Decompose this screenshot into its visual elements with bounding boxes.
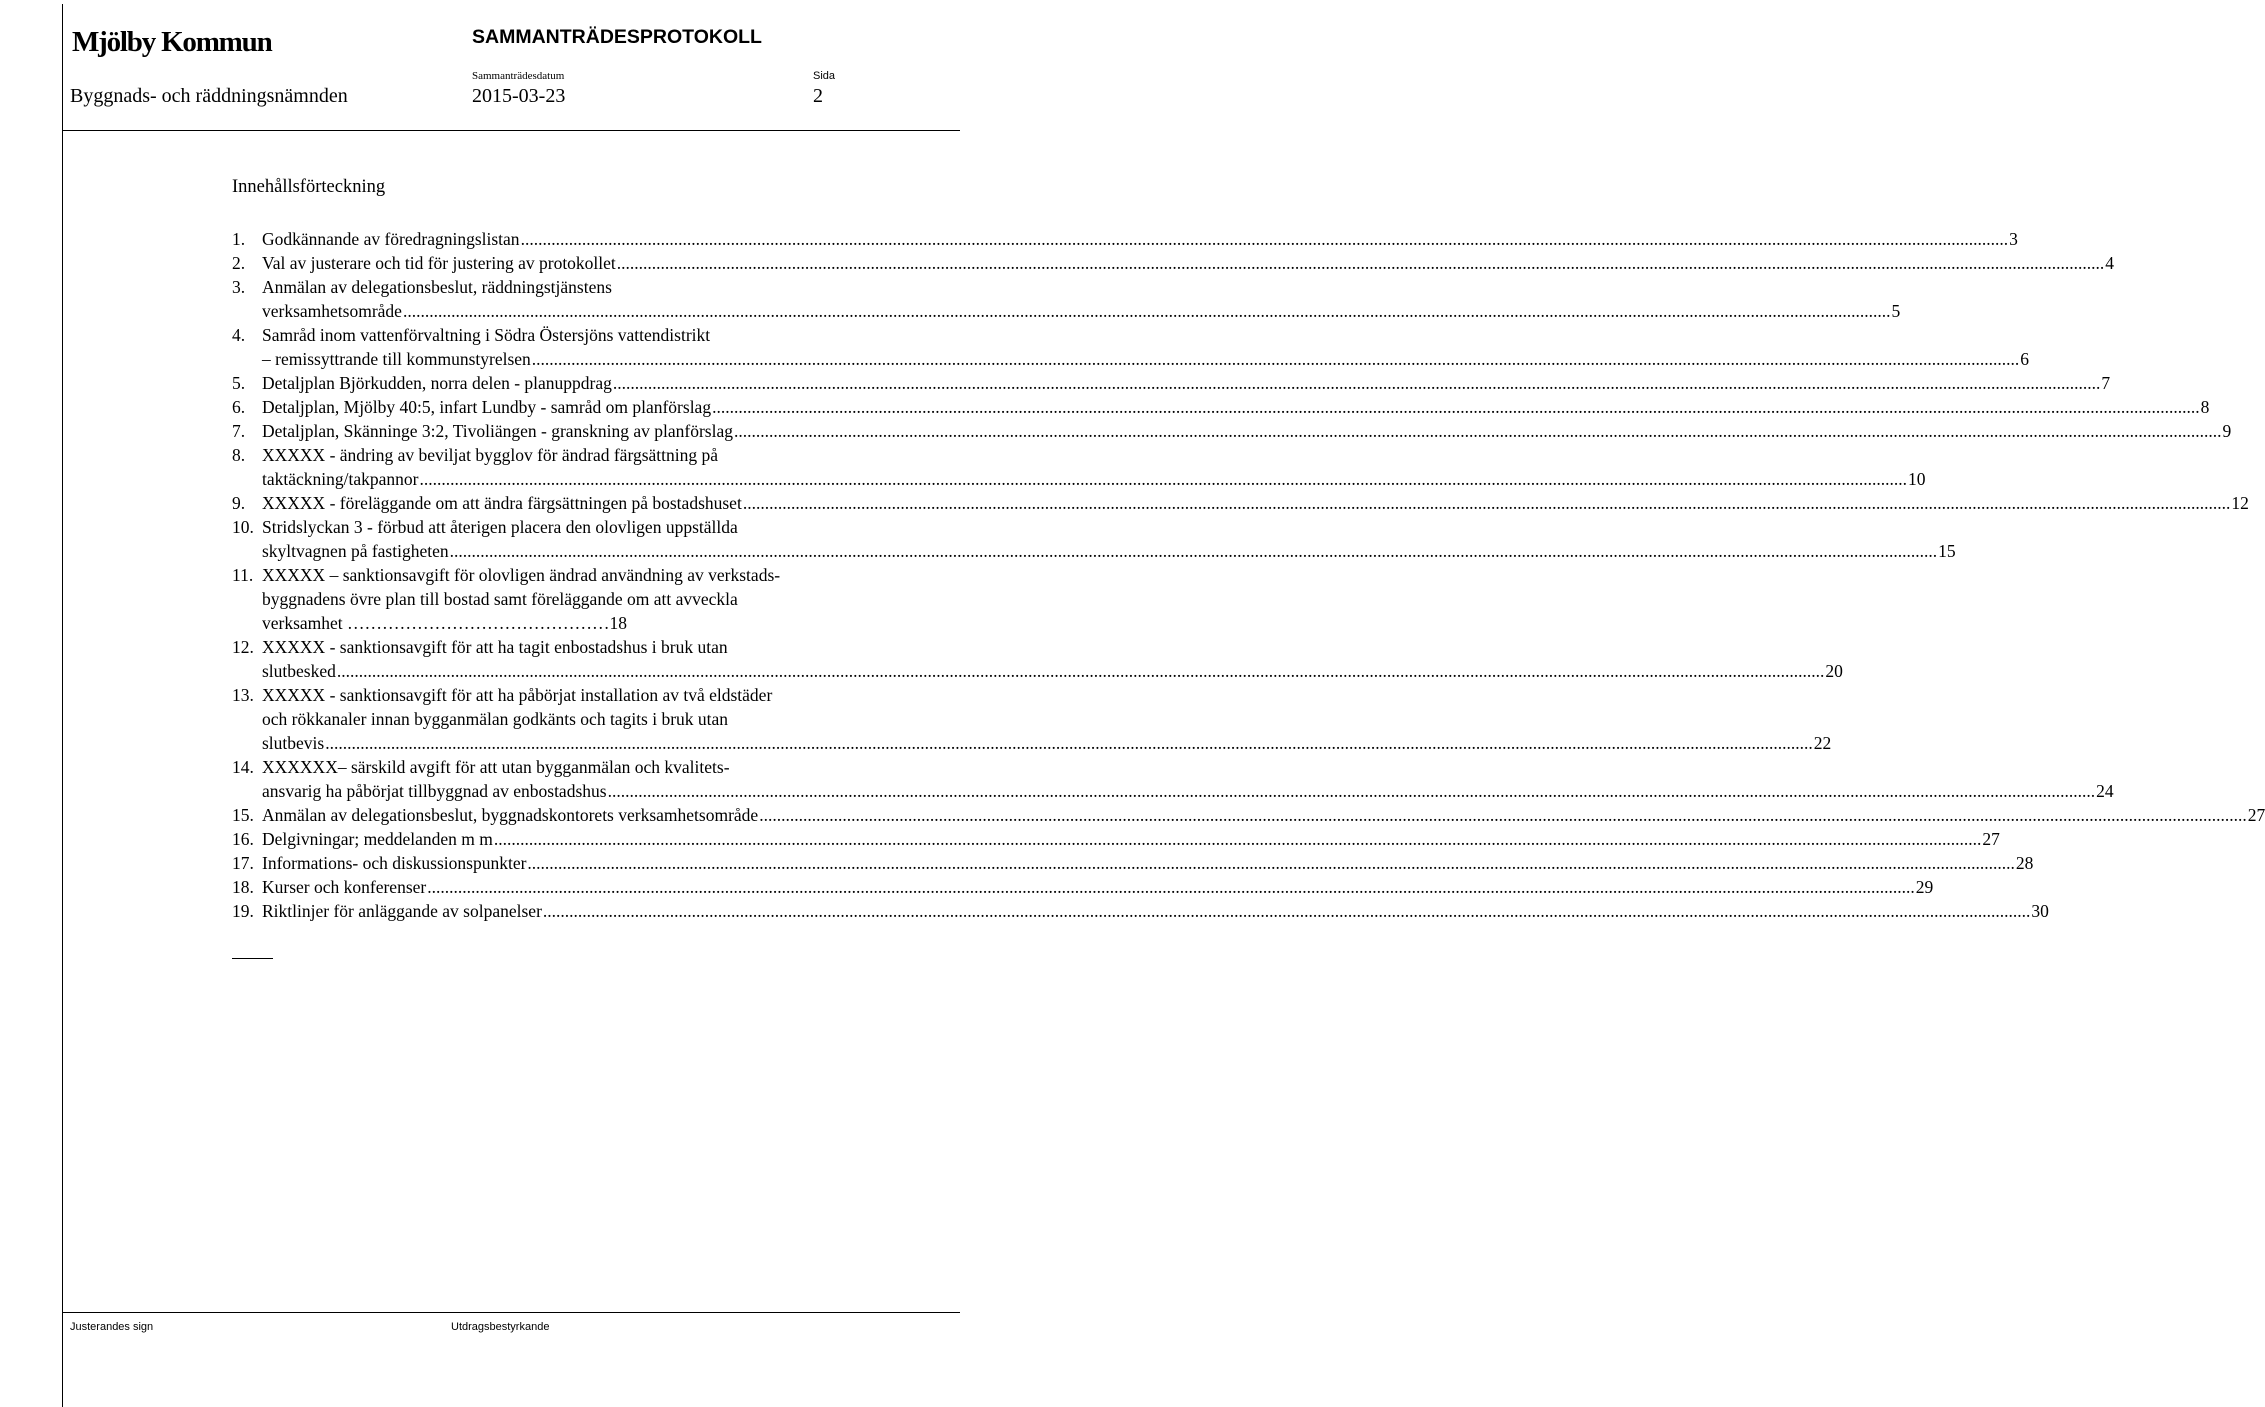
footer-rule [62, 1312, 960, 1313]
toc-entry-page: 28 [2015, 853, 2034, 873]
toc-entry-page: 10 [1907, 469, 1926, 489]
dot-leader [521, 227, 2009, 251]
toc-entry-title: Anmälan av delegationsbeslut, byggnadskontorets verksamhetsområde [262, 805, 759, 825]
toc-entry-title: Anmälan av delegationsbeslut, räddningstjänstens [262, 277, 612, 297]
toc-entry-number: 9. [232, 493, 246, 513]
toc-entry-number: 11. [232, 565, 254, 585]
toc-entry-page: 22 [1813, 733, 1832, 753]
toc-entry-page: 9 [2222, 421, 2232, 441]
toc-entry-title: ansvarig ha påbörjat tillbyggnad av enbostadshus [262, 781, 607, 801]
organization-name: Mjölby Kommun [72, 26, 272, 58]
toc-entry-page: 27 [2247, 805, 2265, 825]
toc-entry-number: 6. [232, 397, 246, 417]
toc-entry-page: 15 [1938, 541, 1956, 561]
toc-entry-title: Detaljplan Björkudden, norra delen - planuppdrag [262, 373, 612, 393]
adjuster-sign-label: Justerandes sign [70, 1321, 154, 1333]
toc-entry-page: 6 [2020, 349, 2030, 369]
meeting-date: 2015-03-23 [472, 85, 566, 107]
toc-entry-number: 7. [232, 421, 246, 441]
toc-entry-title: taktäckning/takpannor [262, 469, 419, 489]
toc-entry-title: Riktlinjer för anläggande av solpanelser [262, 901, 542, 921]
dot-leader [325, 731, 1813, 755]
page-number: 2 [813, 85, 823, 107]
toc-entry-number: 3. [232, 277, 246, 297]
toc-entry-page: 20 [1825, 661, 1843, 681]
toc-entry-page: 12 [2231, 493, 2249, 513]
dot-leader [759, 803, 2247, 827]
toc-entry [232, 491, 2249, 515]
dot-leader [427, 875, 1915, 899]
toc-entry [232, 875, 1934, 899]
toc-title: Innehållsförteckning [232, 177, 386, 197]
toc-entry-title: XXXXX - sanktionsavgift för att ha tagit enbostadshus i bruk utan [262, 637, 728, 657]
toc-entry [232, 419, 2232, 443]
toc-entry-page: 5 [1891, 301, 1901, 321]
toc-entry [232, 635, 1843, 683]
toc-entry-page: 27 [1982, 829, 2000, 849]
toc-entry-title: Godkännande av föredragningslistan [262, 229, 520, 249]
dot-leader [403, 299, 1891, 323]
toc-entry-title: XXXXX - föreläggande om att ändra färgsättningen på bostadshuset [262, 493, 742, 513]
toc-entry [232, 371, 2111, 395]
toc-entry-title: skyltvagnen på fastigheten [262, 541, 449, 561]
toc-entry [232, 443, 1926, 491]
toc-entry-title: Samråd inom vattenförvaltning i Södra Östersjöns vattendistrikt [262, 325, 711, 345]
toc-entry-number: 14. [232, 757, 254, 777]
document-type: SAMMANTRÄDESPROTOKOLL [472, 26, 762, 48]
toc-entry-page: 3 [2009, 229, 2018, 249]
toc-entry-title: slutbevis [262, 733, 325, 753]
toc-entry-title: XXXXX – sanktionsavgift för olovligen ändrad användning av verkstads- [262, 565, 781, 585]
toc-entry [232, 803, 2265, 827]
toc-entry-number: 8. [232, 445, 246, 465]
dot-leader [532, 347, 2020, 371]
toc-entry-title: verksamhetsområde [262, 301, 402, 321]
toc-end-rule [232, 958, 273, 959]
toc-entry-number: 16. [232, 829, 254, 849]
dot-leader [712, 395, 2200, 419]
toc-entry [232, 515, 1956, 563]
dot-leader [743, 491, 2231, 515]
toc-entry-page: 24 [2096, 781, 2114, 801]
toc-entry [232, 755, 2114, 803]
date-label: Sammanträdesdatum [472, 70, 565, 82]
toc-entry-title: verksamhet ………………………………………18 [262, 613, 628, 633]
toc-entry-number: 17. [232, 853, 254, 873]
committee-name: Byggnads- och räddningsnämnden [70, 85, 348, 107]
toc-entry-page: 29 [1915, 877, 1934, 897]
toc-entry-number: 12. [232, 637, 254, 657]
dot-leader [337, 659, 1825, 683]
toc-entry-number: 19. [232, 901, 254, 921]
header-rule [62, 130, 960, 131]
left-margin-rule [62, 4, 63, 1407]
toc-entry-title: Informations- och diskussionspunkter [262, 853, 527, 873]
toc-entry-title: Kurser och konferenser [262, 877, 427, 897]
dot-leader [613, 371, 2101, 395]
toc-entry-page: 30 [2031, 901, 2049, 921]
dot-leader [527, 851, 2015, 875]
toc-entry-number: 10. [232, 517, 254, 537]
dot-leader [450, 539, 1938, 563]
toc-entry [232, 227, 2018, 251]
toc-entry-number: 13. [232, 685, 254, 705]
toc-list [232, 227, 2265, 923]
toc-entry-title: XXXXXX– särskild avgift för att utan bygganmälan och kvalitets- [262, 757, 730, 777]
dot-leader [494, 827, 1982, 851]
toc-entry-number: 18. [232, 877, 254, 897]
toc-entry-number: 15. [232, 805, 254, 825]
dot-leader [734, 419, 2222, 443]
extract-certification-label: Utdragsbestyrkande [451, 1321, 550, 1333]
toc-entry-title: Detaljplan, Mjölby 40:5, infart Lundby - samråd om planförslag [262, 397, 712, 417]
toc-entry-number: 4. [232, 325, 246, 345]
dot-leader [543, 899, 2031, 923]
toc-entry [232, 851, 2034, 875]
toc-entry-title: Delgivningar; meddelanden m m [262, 829, 493, 849]
toc-entry-page: 4 [2105, 253, 2115, 273]
toc-entry [232, 395, 2210, 419]
toc-entry-page: 8 [2200, 397, 2210, 417]
toc-entry-page: 7 [2101, 373, 2111, 393]
toc-entry [232, 323, 2030, 371]
toc-entry-number: 2. [232, 253, 246, 273]
toc-entry-title: XXXXX - sanktionsavgift för att ha påbörjat installation av två eldstäder [262, 685, 773, 705]
toc-entry [232, 563, 892, 635]
toc-entry-title: – remissyttrande till kommunstyrelsen [262, 349, 531, 369]
dot-leader [608, 779, 2096, 803]
toc-entry-number: 5. [232, 373, 246, 393]
toc-entry-title: slutbesked [262, 661, 336, 681]
toc-entry-number: 1. [232, 229, 246, 249]
toc-entry-title: och rökkanaler innan bygganmälan godkänts och tagits i bruk utan [262, 709, 729, 729]
page-label: Sida [813, 70, 836, 82]
toc-entry-title: Stridslyckan 3 - förbud att återigen placera den olovligen uppställda [262, 517, 738, 537]
toc-entry [232, 683, 1832, 755]
toc-entry [232, 251, 2115, 275]
toc-entry-title: XXXXX - ändring av beviljat bygglov för ändrad färgsättning på [262, 445, 719, 465]
toc-entry [232, 275, 1901, 323]
toc-entry [232, 827, 2000, 851]
toc-entry [232, 899, 2049, 923]
dot-leader [617, 251, 2105, 275]
dot-leader [419, 467, 1907, 491]
toc-entry-title: byggnadens övre plan till bostad samt föreläggande om att avveckla [262, 589, 738, 609]
toc-entry-title: Detaljplan, Skänninge 3:2, Tivoliängen - granskning av planförslag [262, 421, 733, 441]
toc-entry-title: Val av justerare och tid för justering av protokollet [262, 253, 616, 273]
